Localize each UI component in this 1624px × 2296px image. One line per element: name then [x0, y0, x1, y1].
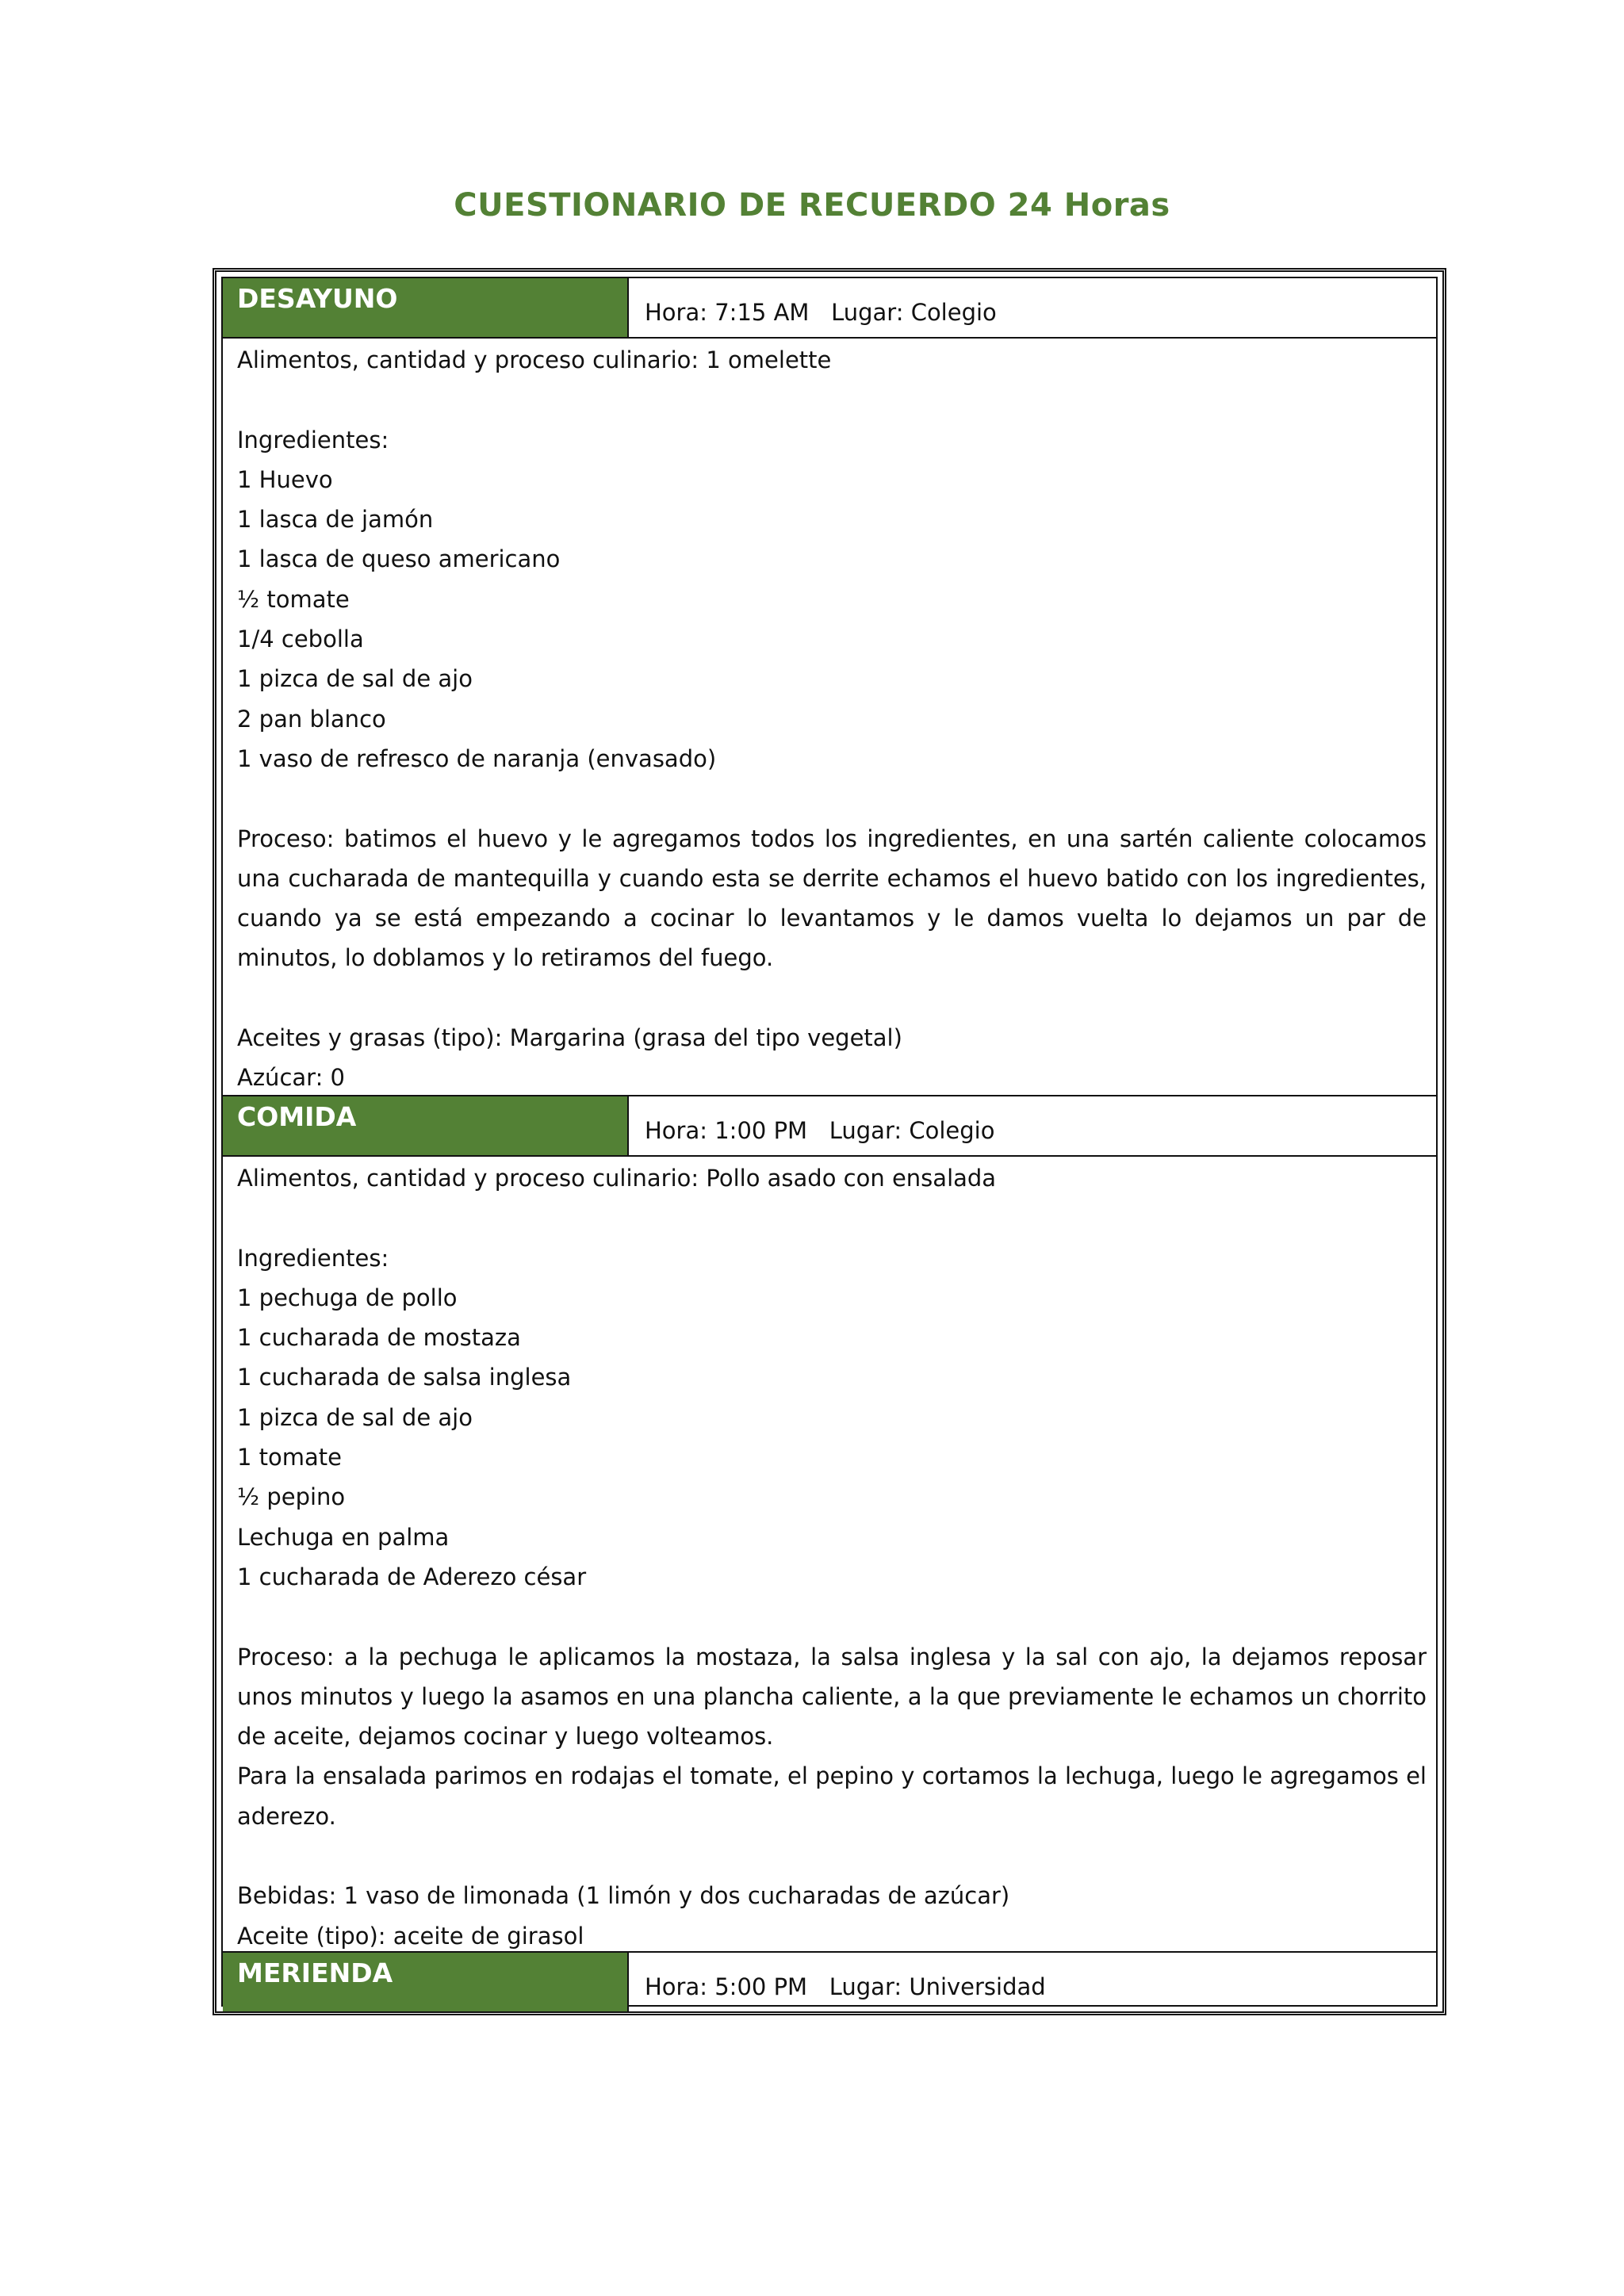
extra-line: Aceites y grasas (tipo): Margarina (grasa del tipo vegetal) [237, 1024, 902, 1052]
section-header-comida [223, 1095, 1436, 1157]
alimentos-text: Alimentos, cantidad y proceso culinario: Pollo asado con ensalada [237, 1165, 997, 1192]
section-header-merienda [223, 1951, 1436, 2011]
page-title: CUESTIONARIO DE RECUERDO 24 Horas [454, 187, 1170, 224]
ingredient-item: 1 vaso de refresco de naranja (envasado) [237, 744, 717, 772]
section-info-merienda: Hora: 5:00 PM Lugar: Universidad [645, 1973, 1046, 2000]
section-info-desayuno: Hora: 7:15 AM Lugar: Colegio [645, 299, 997, 326]
ingredient-item: 1 pizca de sal de ajo [237, 665, 473, 693]
section-info-comida: Hora: 1:00 PM Lugar: Colegio [645, 1117, 995, 1144]
ingredient-item: 1 cucharada de salsa inglesa [237, 1364, 572, 1391]
section-header-desayuno [223, 278, 1436, 339]
ingredient-item: 1 tomate [237, 1444, 343, 1471]
ingredient-item: 2 pan blanco [237, 705, 386, 733]
section-body-desayuno [237, 340, 1427, 1098]
section-label-comida: COMIDA [223, 1096, 629, 1155]
alimentos-text: Alimentos, cantidad y proceso culinario: 1 omelette [237, 346, 832, 373]
recall-table-inner [221, 277, 1438, 2007]
ingredientes-label: Ingredientes: [237, 426, 389, 453]
ingredient-item: Lechuga en palma [237, 1523, 450, 1551]
extra-line: Aceite (tipo): aceite de girasol [237, 1922, 584, 1950]
section-label-merienda: MERIENDA [223, 1953, 629, 2011]
ingredient-item: 1 lasca de queso americano [237, 545, 561, 573]
ingredient-item: ½ pepino [237, 1483, 346, 1511]
proceso-text: Proceso: batimos el huevo y le agregamos todos los ingredientes, en una sartén caliente colocamos una cucharada de mantequilla y cuando esta se derrite echamos el huevo batido con los ingredientes, cuando ya se está empezando a cocinar lo levantamos y le damos vuelta lo dejamos un par de minutos, lo doblamos y lo retiramos del fuego. [237, 825, 1427, 972]
section-body-comida [237, 1158, 1427, 1956]
ingredient-item: 1/4 cebolla [237, 626, 364, 653]
ingredient-item: 1 Huevo [237, 465, 333, 493]
section-label-desayuno: DESAYUNO [223, 278, 629, 337]
extra-line: Bebidas: 1 vaso de limonada (1 limón y dos cucharadas de azúcar) [237, 1882, 1010, 1910]
ingredient-item: 1 cucharada de Aderezo césar [237, 1563, 587, 1590]
ingredient-item: ½ tomate [237, 585, 350, 613]
recall-table [213, 268, 1446, 2015]
ingredient-item: 1 pechuga de pollo [237, 1284, 458, 1311]
ingredient-item: 1 lasca de jamón [237, 506, 434, 534]
ingredientes-label: Ingredientes: [237, 1244, 389, 1272]
proceso-text-2: Para la ensalada parimos en rodajas el tomate, el pepino y cortamos la lechuga, luego le agregamos el aderezo. [237, 1762, 1427, 1830]
extra-line: Azúcar: 0 [237, 1064, 346, 1092]
proceso-text: Proceso: a la pechuga le aplicamos la mostaza, la salsa inglesa y la sal con ajo, la dejamos reposar unos minutos y luego la asamos en una plancha caliente, a la que previamente le echamos un chorrito de aceite, dejamos cocinar y luego volteamos. [237, 1643, 1427, 1751]
ingredient-item: 1 pizca de sal de ajo [237, 1403, 473, 1431]
ingredient-item: 1 cucharada de mostaza [237, 1324, 521, 1352]
